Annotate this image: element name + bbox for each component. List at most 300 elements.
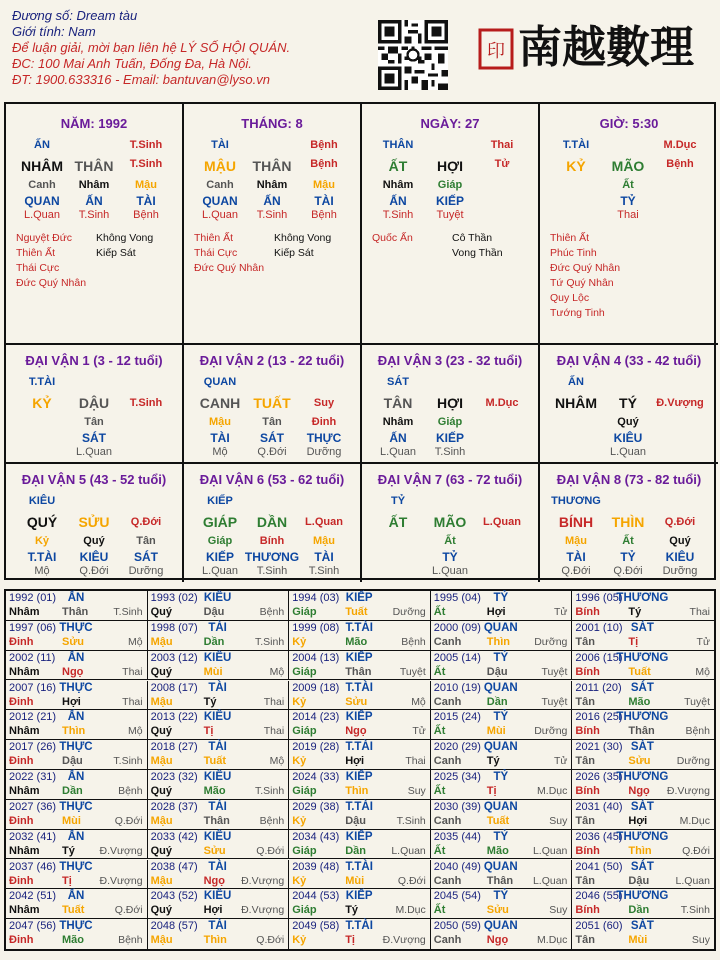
year-cell [572,919,714,949]
year-ten-god: KIẾP [345,771,373,783]
year-stem: Quý [150,904,172,917]
year-branch: Dậu [203,606,225,618]
heavenly-stem: KỶ [566,158,586,174]
star-good: Thiên Ất [16,247,56,259]
earthly-branch: DẦN [256,514,288,530]
year-branch: Mão [628,695,651,708]
year-label: 1994 (03) [292,592,340,604]
heavenly-stem: CANH [199,395,241,411]
ten-god-can: T.TÀI [28,376,56,388]
year-stem: Ất [433,725,446,738]
year-ten-god: TỶ [493,890,509,903]
year-stem: Bính [575,904,600,917]
star-good: Phúc Tinh [550,247,597,259]
year-branch: Sửu [345,695,368,708]
year-stem: Đinh [9,635,34,648]
heavenly-stem: NHÂM [21,158,63,174]
year-stage: Tuyệt [684,695,710,708]
hidden-stage: L.Quan [609,446,647,458]
hidden-stem: Ất [444,535,456,547]
hidden-stage: L.Quan [431,565,469,577]
year-stage: Q.Đới [256,934,285,947]
year-ten-god: THƯƠNG [616,830,669,843]
life-stage: Bệnh [666,158,694,170]
hidden-stem: Quý [83,535,105,547]
year-stem: Nhâm [9,665,40,678]
year-stage: L.Quan [675,874,710,887]
year-label: 2004 (13) [292,651,340,664]
year-label: 1996 (05) [575,592,623,604]
year-cell [572,770,714,800]
heavenly-stem: TÂN [383,395,413,411]
year-stem: Ất [433,606,446,618]
year-cell [572,740,714,770]
year-label: 2038 (47) [150,860,198,873]
hidden-stem: Ất [622,179,634,191]
year-ten-god: SÁT [630,800,654,813]
year-ten-god: QUAN [483,860,518,873]
year-branch: Ngọ [345,725,367,738]
hidden-god: THỰC [306,431,342,445]
year-ten-god: ẤN [67,592,85,604]
year-ten-god: TÀI [208,741,227,754]
year-branch: Hợi [486,606,506,618]
year-stem: Ất [433,904,446,917]
hidden-stem: Tân [136,535,156,547]
year-stem: Quý [150,725,172,738]
year-stem: Kỷ [292,814,307,827]
hidden-stem: Giáp [207,535,233,547]
life-stage: Bệnh [310,158,338,170]
pillar-title: NGÀY: 27 [420,116,480,131]
year-branch: Mùi [203,665,223,678]
year-stage: M.Dục [537,934,568,947]
year-label: 2006 (15) [575,651,623,664]
year-label: 2034 (43) [292,830,340,843]
hidden-stem: Ất [622,535,634,547]
yearly-luck-grid [4,589,716,951]
year-ten-god: QUAN [483,800,518,813]
hidden-god: TỶ [620,194,636,208]
year-stem: Mậu [150,874,173,887]
hidden-stage: Q.Đới [257,446,287,458]
year-branch: Sửu [62,635,85,648]
year-stage: L.Quan [391,844,426,857]
hidden-god: ẤN [263,194,281,208]
year-stage: M.Dục [395,904,426,917]
year-stem: Bính [575,665,600,678]
year-stage: Q.Đới [397,874,426,887]
year-ten-god: TỶ [493,711,509,724]
dai-van-cell [540,343,718,463]
year-ten-god: SÁT [630,681,654,694]
year-ten-god: THƯƠNG [616,890,669,903]
year-branch: Tý [62,844,75,857]
year-label: 2019 (28) [292,741,340,754]
year-label: 2002 (11) [9,651,56,664]
year-branch: Mùi [345,874,365,887]
hidden-stem: Mậu [313,179,335,191]
ten-god-can: TÀI [211,139,229,151]
year-label: 2018 (27) [150,741,198,754]
year-ten-god: TỶ [493,651,509,664]
year-ten-god: TÀI [208,800,227,813]
year-cell [572,681,714,711]
year-stem: Giáp [292,725,317,738]
year-label: 2047 (56) [9,920,57,933]
year-branch: Mão [486,844,509,857]
year-stage: M.Dục [679,814,710,827]
year-label: 2015 (24) [433,711,481,724]
hidden-stem: Nhâm [78,179,110,191]
year-stage: Suy [691,934,710,947]
year-stage: T.Sinh [255,785,285,797]
year-stem: Kỷ [292,874,307,887]
year-ten-god: THỰC [59,621,93,634]
hidden-stage: T.Sinh [308,565,340,577]
hidden-stage: T.Sinh [256,209,288,221]
ten-god-can: KIÊU [28,495,56,507]
year-label: 2045 (54) [433,890,481,903]
year-stem: Giáp [292,904,317,917]
year-cell [6,800,148,830]
year-stem: Nhâm [9,606,40,618]
hidden-god: KIÊU [613,431,643,445]
hidden-stem: Nhâm [382,179,414,191]
year-branch: Tý [628,606,642,618]
year-branch: Hợi [345,755,365,768]
year-branch: Dần [345,844,366,857]
year-branch: Thân [203,814,230,827]
dai-van-title: ĐẠI VẬN 4 (33 - 42 tuổi) [556,353,702,368]
year-ten-god: THỰC [59,681,93,694]
year-stem: Tân [575,635,595,648]
hidden-stem: Tân [262,416,282,428]
pillar-status: M.Dục [663,139,697,151]
year-stage: Dưỡng [534,725,568,738]
year-stage: Thai [122,695,143,708]
year-stage: L.Quan [532,844,568,857]
star-good: Tứ Quý Nhân [550,277,614,289]
star-good: Nguyệt Đức [16,232,73,244]
year-stage: T.Sinh [113,606,143,618]
year-stage: T.Sinh [680,904,710,917]
year-cell [148,621,290,651]
year-cell [289,651,431,681]
year-branch: Dậu [62,755,83,768]
year-cell [148,919,290,949]
header-info [12,8,352,88]
hidden-god: KIẾP [435,431,465,445]
ten-god-can: THÂN [382,139,414,151]
year-stage: Dưỡng [392,606,426,618]
year-label: 2039 (48) [292,860,340,873]
year-label: 1995 (04) [433,592,481,604]
year-stem: Đinh [9,814,34,827]
year-stem: Nhâm [9,904,40,917]
year-branch: Hợi [203,904,223,917]
year-stage: Thai [405,755,426,768]
svg-text:印: 印 [487,41,505,62]
year-label: 2022 (31) [9,771,57,783]
year-branch: Ngọ [628,785,650,797]
duong-so: Đương số: Dream tàu [12,8,138,23]
year-ten-god: THƯƠNG [616,651,669,664]
earthly-branch: DẬU [78,395,110,411]
year-stage: Bệnh [118,785,143,797]
year-cell [431,889,573,919]
year-stem: Quý [150,844,172,857]
svg-text:南越數理: 南越數理 [518,22,694,73]
year-label: 2029 (38) [292,800,340,813]
year-label: 2020 (29) [433,741,481,754]
hidden-god: ẤN [389,194,407,208]
pillar-status: Thai [490,139,514,151]
year-branch: Thìn [628,844,652,857]
year-ten-god: T.TÀI [345,681,373,694]
year-cell [431,651,573,681]
ten-god-can: TỶ [390,495,406,507]
year-stem: Giáp [292,844,317,857]
year-branch: Tý [203,695,217,708]
year-label: 2013 (22) [150,711,198,724]
year-stage: Đ.Vượng [382,934,426,947]
life-stage: Q.Đới [130,516,162,528]
dai-van-title: ĐẠI VẬN 8 (73 - 82 tuổi) [556,472,702,487]
year-stage: L.Quan [532,874,568,887]
year-cell [148,830,290,860]
life-stage: Q.Đới [664,516,696,528]
year-stage: Tuyệt [399,665,426,678]
hidden-stem: Nhâm [382,416,414,428]
year-cell [148,800,290,830]
year-ten-god: TÀI [208,860,227,873]
hidden-stem: Giáp [437,179,463,191]
ten-god-can: T.TÀI [562,139,590,151]
year-ten-god: QUAN [483,681,518,694]
year-cell [289,591,431,621]
year-ten-god: TỶ [493,830,509,843]
year-stem: Nhâm [9,785,40,797]
year-ten-god: KIẾP [345,711,373,724]
year-stage: Đ.Vượng [241,874,285,887]
year-stage: Tuyệt [541,695,568,708]
year-label: 2024 (33) [292,771,340,783]
year-cell [431,860,573,890]
year-ten-god: TÀI [208,621,227,634]
year-ten-god: TỶ [493,771,509,783]
year-stage: Mộ [269,755,285,768]
year-stage: Bệnh [118,934,143,947]
heavenly-stem: MẬU [204,158,236,174]
year-stage: Đ.Vượng [99,844,143,857]
hidden-god: TÀI [136,194,156,208]
hidden-stem: Giáp [437,416,463,428]
year-stage: Thai [122,665,143,678]
hidden-stem: Kỷ [34,535,50,547]
year-cell [289,770,431,800]
year-branch: Tuất [628,665,651,678]
heavenly-stem: KỶ [32,395,52,411]
year-branch: Dần [62,785,83,797]
year-label: 2031 (40) [575,800,623,813]
hidden-stem: Quý [617,416,639,428]
year-label: 2044 (53) [292,890,340,903]
year-label: 2021 (30) [575,741,623,754]
life-stage: L.Quan [305,516,343,528]
dai-van-cell [362,462,540,582]
year-cell [289,919,431,949]
year-stem: Canh [433,934,462,947]
year-ten-god: SÁT [630,621,654,634]
hidden-stem: Canh [28,179,56,191]
year-stem: Canh [433,635,462,648]
dai-van-title: ĐẠI VẬN 2 (13 - 22 tuổi) [199,353,345,368]
year-ten-god: QUAN [483,920,518,933]
year-branch: Dần [628,904,650,917]
year-stage: Q.Đới [114,904,143,917]
year-label: 2009 (18) [292,681,340,694]
year-stem: Mậu [150,814,173,827]
hidden-stage: Dưỡng [128,565,164,577]
year-branch: Thân [486,874,514,887]
hidden-god: TÀI [210,431,230,445]
year-ten-god: KIÊU [203,890,232,903]
hidden-stem: Mậu [209,416,231,428]
star-good: Thái Cực [16,262,60,274]
pillar-column [184,104,362,343]
hidden-god: QUAN [24,194,60,208]
year-branch: Mùi [486,725,506,738]
year-ten-god: SÁT [630,741,654,754]
pillar-title: GIỜ: 5:30 [599,116,659,131]
year-ten-god: KIÊU [203,771,232,783]
year-cell [6,889,148,919]
year-stage: Bệnh [259,814,285,827]
year-stage: Suy [549,814,568,827]
pillar-title: THÁNG: 8 [241,116,303,131]
year-cell [572,830,714,860]
brand-logo [478,12,710,78]
year-branch: Thìn [62,725,86,738]
year-branch: Tị [628,635,639,648]
year-label: 2025 (34) [433,771,481,783]
pillar-column [362,104,540,343]
year-cell [6,681,148,711]
year-ten-god: TÀI [208,681,227,694]
earthly-branch: MÃO [611,158,645,174]
year-stem: Mậu [150,755,173,768]
earthly-branch: HỢI [437,395,463,411]
year-label: 2003 (12) [150,651,198,664]
heavenly-stem: NHÂM [555,395,597,411]
star-good: Quy Lộc [550,292,590,304]
year-stage: M.Dục [537,785,568,797]
year-branch: Tị [345,934,355,947]
hidden-stage: Q.Đới [561,565,591,577]
year-stage: Tuyệt [541,665,568,678]
hidden-stage: Bệnh [311,209,337,221]
year-stem: Mậu [150,635,173,648]
year-stem: Quý [150,606,172,618]
year-branch: Thân [62,606,89,618]
hidden-stem: Đinh [311,416,337,428]
year-cell [572,860,714,890]
year-stage: Mộ [411,695,426,708]
year-branch: Tý [345,904,359,917]
year-label: 1997 (06) [9,621,57,634]
hidden-stem: Tân [84,416,104,428]
year-branch: Tuất [203,755,226,768]
hidden-stem: Quý [669,535,691,547]
year-stage: T.Sinh [113,755,143,768]
year-branch: Ngọ [203,874,225,887]
year-stem: Nhâm [9,725,40,738]
year-cell [572,800,714,830]
year-stem: Bính [575,785,600,797]
year-cell [6,621,148,651]
heavenly-stem: ẤT [388,514,408,530]
year-cell [289,621,431,651]
year-stage: Mộ [128,725,143,738]
year-cell [572,591,714,621]
star-good: Thiên Ất [194,232,234,244]
year-stem: Quý [150,785,172,797]
star-good: Thái Cực [194,247,238,259]
ten-god-can: QUAN [203,376,237,388]
hidden-stage: Q.Đới [613,565,643,577]
year-ten-god: TÀI [208,920,227,933]
hidden-god: KIẾP [435,194,465,208]
year-stage: Thai [689,606,710,618]
ten-god-can: KIẾP [207,495,233,507]
year-label: 2037 (46) [9,860,57,873]
year-stem: Mậu [150,934,173,947]
year-cell [289,889,431,919]
year-stem: Kỷ [292,934,307,947]
life-stage: Tử [494,158,510,170]
hidden-god: TÀI [314,550,334,564]
year-ten-god: T.TÀI [345,860,373,873]
life-stage: M.Dục [485,397,519,409]
hidden-stage: L.Quan [201,209,239,221]
pillar-column [540,104,718,343]
dai-van-title: ĐẠI VẬN 6 (53 - 62 tuổi) [199,472,345,487]
star-bad: Kiếp Sát [96,247,136,259]
year-branch: Dậu [628,874,650,887]
year-label: 2049 (58) [292,920,340,933]
year-stem: Tân [575,755,595,768]
year-cell [431,740,573,770]
dai-van-cell [184,343,362,463]
year-ten-god: THƯƠNG [616,592,669,604]
hidden-stage: Mộ [34,565,50,577]
year-stem: Đinh [9,695,34,708]
year-cell [572,710,714,740]
year-branch: Dậu [486,665,508,678]
hidden-god: ẤN [389,431,407,445]
hidden-stem: Nhâm [256,179,288,191]
year-stage: Đ.Vượng [99,874,143,887]
life-stage: Suy [313,397,335,409]
year-ten-god: T.TÀI [345,741,373,754]
year-branch: Dần [486,695,508,708]
year-label: 2046 (55) [575,890,623,903]
year-ten-god: THƯƠNG [616,711,669,724]
year-stage: Bệnh [685,725,710,738]
year-ten-god: KIẾP [345,651,373,664]
year-cell [148,651,290,681]
